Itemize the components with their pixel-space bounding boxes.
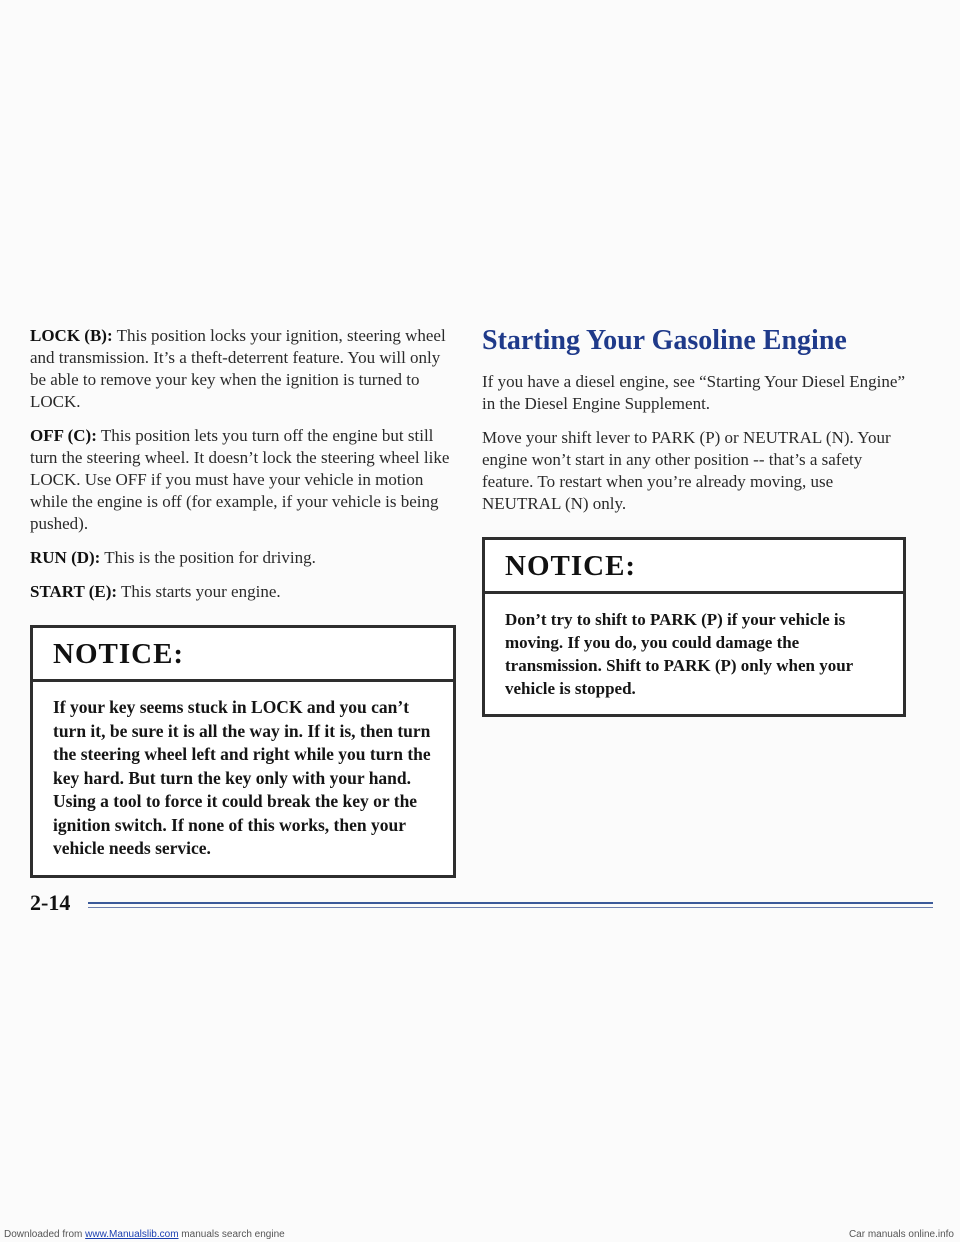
- notice-title: NOTICE:: [485, 540, 903, 594]
- watermark-right: Car manuals online.info: [848, 1229, 954, 1240]
- page-number: 2-14: [30, 890, 71, 915]
- left-column: [30, 325, 460, 878]
- notice-box-park: [482, 537, 906, 717]
- notice-box-key: [30, 625, 456, 878]
- lock-term: LOCK (B):: [30, 326, 113, 345]
- footer-rule-thin: [88, 907, 933, 908]
- section-heading: Starting Your Gasoline Engine: [482, 325, 847, 356]
- run-text: This is the position for driving.: [100, 548, 316, 567]
- page-footer: [30, 890, 905, 922]
- manualslib-link[interactable]: www.Manualslib.com: [85, 1229, 179, 1240]
- notice-body: Don’t try to shift to PARK (P) if your vehicle is moving. If you do, you could damage the transmission. Shift to PARK (P) only when your vehicle is stopped.: [505, 610, 853, 698]
- off-paragraph: [30, 425, 460, 535]
- run-paragraph: [30, 547, 460, 569]
- start-term: START (E):: [30, 582, 118, 601]
- shift-lever-paragraph: Move your shift lever to PARK (P) or NEUTRAL (N). Your engine won’t start in any other position -- that’s a safety feature. To restart when you’re already moving, use NEUTRAL (N) only.: [482, 428, 891, 513]
- start-paragraph: [30, 581, 460, 603]
- notice-title: NOTICE:: [33, 628, 453, 682]
- diesel-paragraph: If you have a diesel engine, see “Starting Your Diesel Engine” in the Diesel Engine Supplement.: [482, 372, 905, 413]
- run-term: RUN (D):: [30, 548, 101, 567]
- watermark-left: Downloaded from www.Manualslib.com manuals search engine: [4, 1229, 285, 1240]
- off-term: OFF (C):: [30, 426, 97, 445]
- lock-paragraph: [30, 325, 460, 413]
- off-text: This position lets you turn off the engine but still turn the steering wheel. It doesn’t lock the steering wheel like LOCK. Use OFF if you must have your vehicle in motion while the engine is off (for example, if your vehicle is being pushed).: [30, 426, 450, 533]
- start-text: This starts your engine.: [117, 582, 281, 601]
- notice-body: If your key seems stuck in LOCK and you can’t turn it, be sure it is all the way in. If it is, then turn the steering wheel left and right while you turn the key hard. But turn the key only with your hand. Using a tool to force it could break the key or the ignition switch. If none of this works, then your vehicle needs service.: [53, 697, 431, 858]
- lock-text: This position locks your ignition, steering wheel and transmission. It’s a theft-deterrent feature. You will only be able to remove your key when the ignition is turned to LOCK.: [30, 326, 446, 411]
- watermark-bar: [0, 1228, 960, 1242]
- footer-rule: [88, 902, 933, 904]
- right-column: [482, 325, 912, 717]
